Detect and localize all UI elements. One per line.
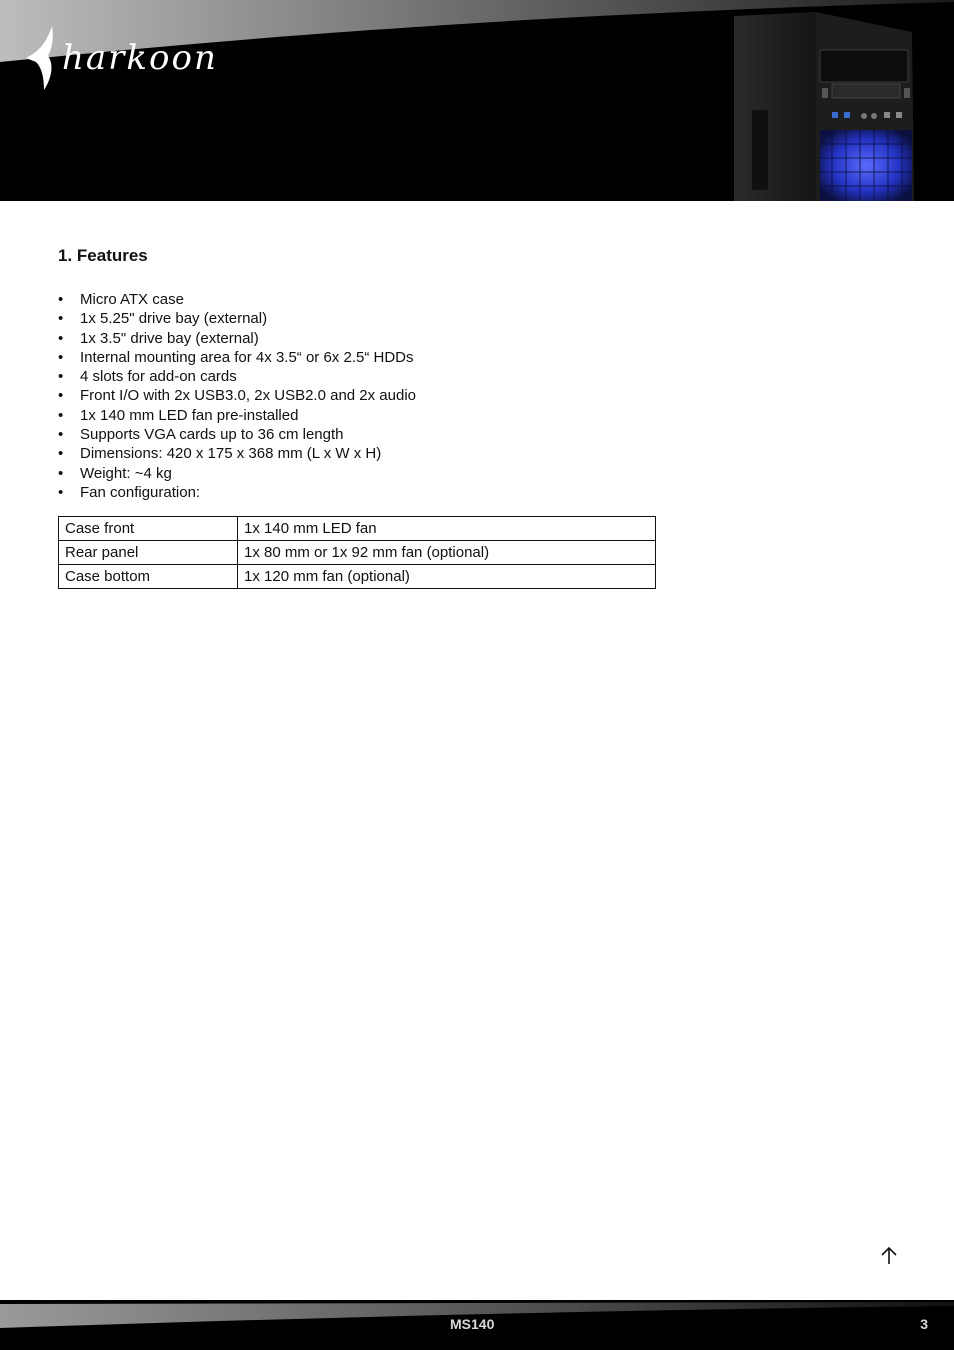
list-item: • 1x 140 mm LED fan pre-installed xyxy=(58,406,898,425)
fan-position-cell: Rear panel xyxy=(59,541,238,565)
fan-spec-cell: 1x 120 mm fan (optional) xyxy=(238,565,656,589)
footer-model-name: MS140 xyxy=(450,1316,495,1332)
list-item: • 4 slots for add-on cards xyxy=(58,367,898,386)
pc-case-photo xyxy=(728,10,918,201)
section-title: 1. Features xyxy=(58,246,148,265)
page-header xyxy=(0,0,954,201)
fan-config-table xyxy=(58,516,656,589)
table-row xyxy=(59,541,656,565)
fan-position-cell: Case front xyxy=(59,517,238,541)
brand-wordmark: harkoon xyxy=(62,38,218,78)
features-list xyxy=(58,290,898,483)
list-item: • 1x 3.5" drive bay (external) xyxy=(58,329,898,348)
list-item: • Weight: ~4 kg xyxy=(58,464,898,483)
fan-spec-cell: 1x 140 mm LED fan xyxy=(238,517,656,541)
fan-position-cell: Case bottom xyxy=(59,565,238,589)
table-row xyxy=(59,565,656,589)
list-item: • Front I/O with 2x USB3.0, 2x USB2.0 and 2x audio xyxy=(58,386,898,405)
list-item: • 1x 5.25" drive bay (external) xyxy=(58,309,898,328)
table-row xyxy=(59,517,656,541)
main-content xyxy=(58,246,898,589)
list-item: • Dimensions: 420 x 175 x 368 mm (L x W x H) xyxy=(58,444,898,463)
list-item: • Supports VGA cards up to 36 cm length xyxy=(58,425,898,444)
fan-spec-cell: 1x 80 mm or 1x 92 mm fan (optional) xyxy=(238,541,656,565)
list-item: • Internal mounting area for 4x 3.5“ or 6x 2.5“ HDDs xyxy=(58,348,898,367)
fan-config-list xyxy=(58,483,898,502)
fan-config-label: • Fan configuration: xyxy=(58,483,898,502)
list-item: • Micro ATX case xyxy=(58,290,898,309)
page-number: 3 xyxy=(920,1316,928,1332)
arrow-up-icon[interactable] xyxy=(878,1244,900,1266)
page-footer xyxy=(0,1300,954,1350)
